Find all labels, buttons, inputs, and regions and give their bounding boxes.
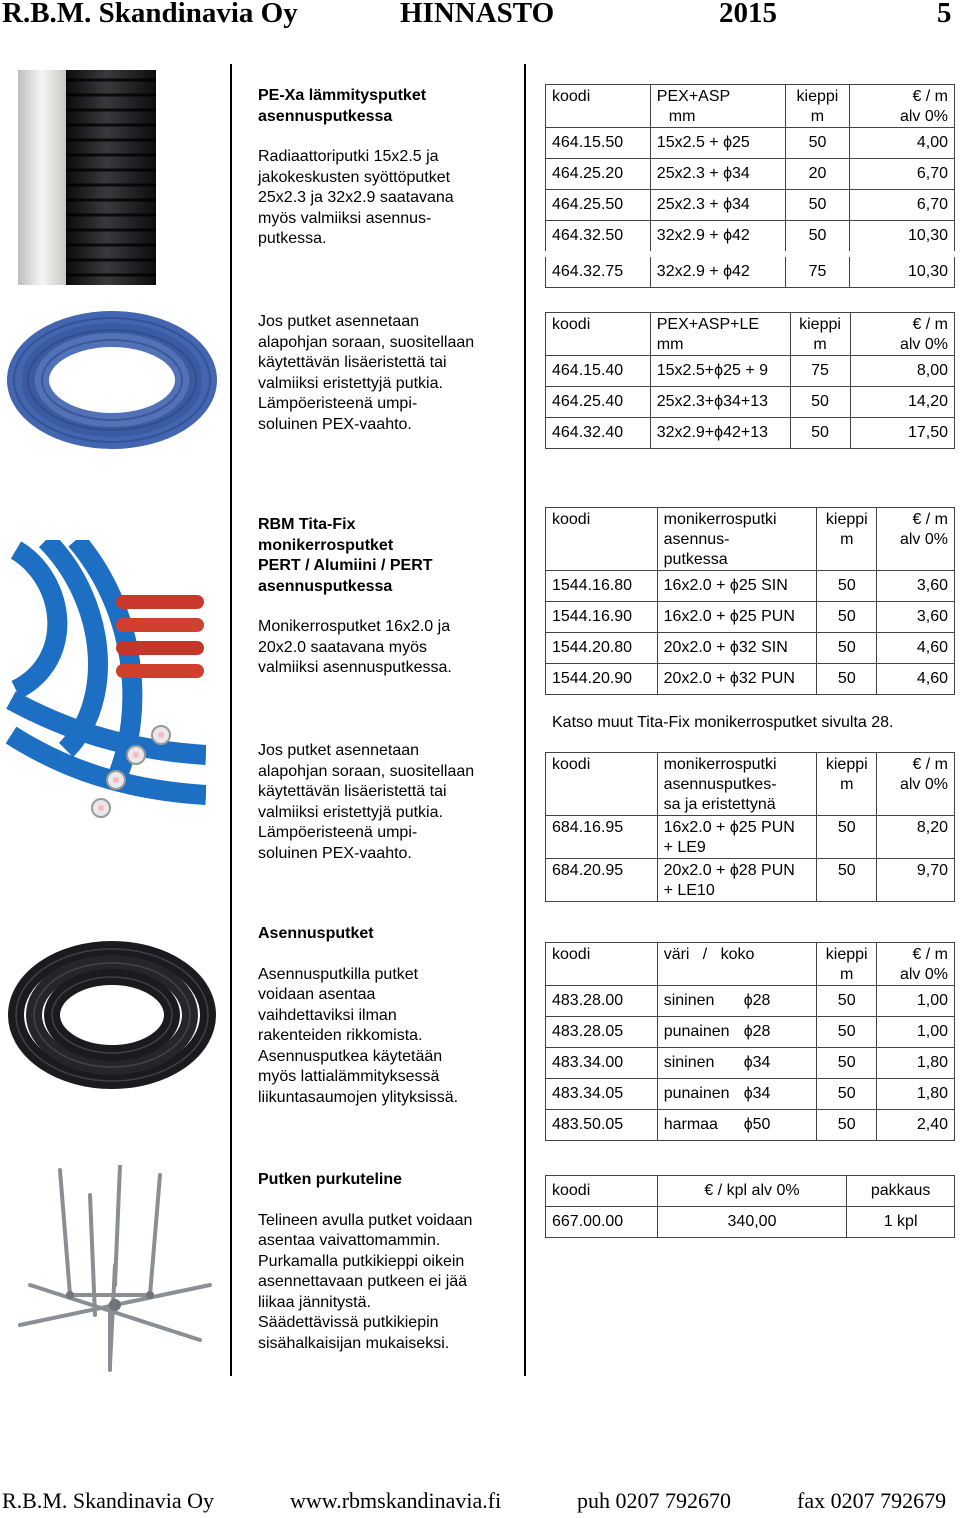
section5-desc-line: Asennusputkilla putket: [258, 965, 419, 983]
price-table-reel-stand: [545, 1175, 955, 1238]
col-header-code: koodi: [546, 753, 658, 816]
table-row: 464.15.40 15x2.5+ϕ25 + 9 75 8,00: [546, 356, 955, 387]
section3-desc-line: 20x2.0 saatavana myös: [258, 638, 427, 656]
section5-desc-line: myös lattialämmityksessä: [258, 1068, 440, 1085]
footer-company: R.B.M. Skandinavia Oy: [2, 1488, 215, 1513]
header-page-number: 5: [937, 0, 952, 29]
table-row: 684.20.95 20x2.0 + ϕ28 PUN + LE10 50 9,70: [546, 859, 955, 902]
section5-desc-line: vaihdettaviksi ilman: [258, 1006, 397, 1024]
col-header-product: monikerrosputki asennusputkes- sa ja eristettynä: [657, 753, 817, 816]
table-row: 483.50.05 harmaa ϕ50 50 2,40: [546, 1110, 955, 1141]
col-header-coil: kieppi m: [790, 313, 850, 356]
col-header-coil: kieppi m: [785, 85, 850, 128]
section4-desc-line: alapohjan soraan, suositellaan: [258, 762, 475, 780]
table-row: 464.15.50 15x2.5 + ϕ25 50 4,00: [546, 128, 955, 159]
col-header-product: PEX+ASP mm: [650, 85, 785, 128]
white-pipe-image: [6, 70, 206, 305]
header-company: R.B.M. Skandinavia Oy: [2, 0, 298, 29]
table-row: 1544.20.80 20x2.0 + ϕ32 SIN 50 4,60: [546, 633, 955, 664]
col-header-price: € / m alv 0%: [877, 508, 955, 571]
col-header-price: € / m alv 0%: [877, 753, 955, 816]
section2-desc-line: valmiiksi eristettyjä putkia.: [258, 374, 443, 392]
section5-description: [258, 924, 520, 1108]
section6-desc-line: liikaa jännitystä.: [258, 1293, 371, 1311]
price-table-conduit: [545, 942, 955, 1141]
price-table-pex-asp-le: [545, 312, 955, 449]
col-header-price: € / m alv 0%: [877, 943, 955, 986]
table-row: 464.25.50 25x2.3 + ϕ34 50 6,70: [546, 190, 955, 221]
table-row: 464.25.20 25x2.3 + ϕ34 20 6,70: [546, 159, 955, 190]
section6-desc-line: Säädettävissä putkikiepin: [258, 1314, 439, 1331]
col-header-price: € / m alv 0%: [850, 85, 955, 128]
table-row: 684.16.95 16x2.0 + ϕ25 PUN + LE9 50 8,20: [546, 816, 955, 859]
section1-title-1: PE-Xa lämmitysputket: [258, 87, 427, 104]
section2-desc-line: Jos putket asennetaan: [258, 313, 420, 330]
section3-title-line: PERT / Alumiini / PERT: [258, 557, 433, 574]
col-header-product: monikerrosputki asennus- putkessa: [657, 508, 817, 571]
section6-desc-line: Purkamalla putkikieppi oikein: [258, 1252, 465, 1270]
table-row: 1544.16.80 16x2.0 + ϕ25 SIN 50 3,60: [546, 571, 955, 602]
table-header-row: [546, 85, 955, 128]
col-header-price: € / m alv 0%: [850, 313, 955, 356]
table-header-row: [546, 1176, 955, 1207]
section1-description: [258, 86, 520, 250]
col-header-code: koodi: [546, 85, 651, 128]
section2-desc-line: käytettävän lisäeristettä tai: [258, 354, 447, 371]
section2-desc-line: alapohjan soraan, suositellaan: [258, 333, 475, 351]
section4-desc-line: Lämpöeristeenä umpi-: [258, 824, 418, 841]
section3-title-line: asennusputkessa: [258, 577, 393, 595]
section3-description: [258, 515, 520, 679]
col-header-product: väri / koko: [657, 943, 817, 986]
section2-desc-line: soluinen PEX-vaahto.: [258, 415, 412, 433]
section1-desc-line: Radiaattoriputki 15x2.5 ja: [258, 148, 439, 165]
section6-desc-line: Telineen avulla putket voidaan: [258, 1211, 473, 1229]
section6-description: [258, 1170, 520, 1354]
section6-desc-line: sisähalkaisijan mukaiseksi.: [258, 1334, 450, 1352]
table-header-row: [546, 943, 955, 986]
section3-title-line: monikerrosputket: [258, 536, 394, 554]
page-header: [0, 0, 960, 30]
table-row: 1544.20.90 20x2.0 + ϕ32 PUN 50 4,60: [546, 664, 955, 695]
section4-desc-line: valmiiksi eristettyjä putkia.: [258, 803, 443, 821]
table-header-row: [546, 753, 955, 816]
tita-fix-note: Katso muut Tita-Fix monikerrosputket sivulta 28.: [552, 714, 894, 731]
price-table-pex-asp: [545, 84, 955, 288]
section1-title-2: asennusputkessa: [258, 107, 393, 125]
section5-desc-line: Asennusputkea käytetään: [258, 1047, 443, 1065]
table-row: 464.32.50 32x2.9 + ϕ42 50 10,30: [546, 221, 955, 255]
section1-desc-line: putkessa.: [258, 230, 327, 247]
divider-right: [524, 64, 526, 1376]
section3-desc-line: valmiiksi asennusputkessa.: [258, 659, 452, 676]
section3-title-line: RBM Tita-Fix: [258, 516, 356, 533]
col-header-coil: kieppi m: [817, 753, 877, 816]
price-table-tita-fix-insulated: [545, 752, 955, 902]
table-row: 464.25.40 25x2.3+ϕ34+13 50 14,20: [546, 387, 955, 418]
section4-desc-line: käytettävän lisäeristettä tai: [258, 783, 447, 800]
section1-desc-line: jakokeskusten syöttöputket: [258, 168, 451, 186]
col-header-price: € / kpl alv 0%: [657, 1176, 846, 1207]
black-conduit-coil-image: [4, 925, 219, 1115]
header-year: 2015: [719, 0, 777, 29]
price-table-tita-fix: [545, 507, 955, 695]
table-row: 464.32.75 32x2.9 + ϕ42 75 10,30: [546, 254, 955, 288]
table-header-row: [546, 508, 955, 571]
section1-desc-line: myös valmiiksi asennus-: [258, 209, 432, 227]
section5-title: Asennusputket: [258, 925, 374, 942]
section4-desc-line: soluinen PEX-vaahto.: [258, 844, 412, 862]
table-row: 464.32.40 32x2.9+ϕ42+13 50 17,50: [546, 418, 955, 449]
table-row: 667.00.00 340,00 1 kpl: [546, 1207, 955, 1238]
col-header-coil: kieppi m: [817, 508, 877, 571]
section5-desc-line: rakenteiden rikkomista.: [258, 1027, 423, 1044]
table-row: 483.28.05 punainen ϕ28 50 1,00: [546, 1017, 955, 1048]
section6-desc-line: asennettavaan putkeen ei jää: [258, 1273, 468, 1290]
page-footer: [0, 1488, 960, 1518]
section4-description: [258, 741, 520, 864]
section6-title: Putken purkuteline: [258, 1171, 403, 1188]
table-header-row: [546, 313, 955, 356]
col-header-product: PEX+ASP+LE mm: [650, 313, 790, 356]
section5-desc-line: voidaan asentaa: [258, 986, 376, 1003]
section3-desc-line: Monikerrosputket 16x2.0 ja: [258, 618, 451, 635]
footer-fax: fax 0207 792679: [797, 1488, 947, 1513]
section2-desc-line: Lämpöeristeenä umpi-: [258, 395, 418, 412]
col-header-coil: kieppi m: [817, 943, 877, 986]
col-header-code: koodi: [546, 943, 658, 986]
section5-desc-line: liikuntasaumojen ylityksissä.: [258, 1088, 459, 1106]
table-row: 483.34.00 sininen ϕ34 50 1,80: [546, 1048, 955, 1079]
section1-desc-line: 25x2.3 ja 32x2.9 saatavana: [258, 189, 454, 206]
divider-left: [230, 64, 232, 1376]
section6-desc-line: asentaa vaivattomammin.: [258, 1232, 441, 1249]
section4-desc-line: Jos putket asennetaan: [258, 742, 420, 759]
pipe-reel-stand-image: [10, 1165, 220, 1385]
section2-description: [258, 312, 520, 435]
header-title: HINNASTO: [400, 0, 555, 29]
footer-website: www.rbmskandinavia.fi: [290, 1488, 502, 1513]
table-row: 1544.16.90 16x2.0 + ϕ25 PUN 50 3,60: [546, 602, 955, 633]
table-row: 483.28.00 sininen ϕ28 50 1,00: [546, 986, 955, 1017]
col-header-code: koodi: [546, 313, 651, 356]
blue-insulated-coil-image: [4, 300, 219, 465]
col-header-code: koodi: [546, 508, 658, 571]
table-row: 483.34.05 punainen ϕ34 50 1,80: [546, 1079, 955, 1110]
col-header-code: koodi: [546, 1176, 658, 1207]
col-header-pack: pakkaus: [847, 1176, 955, 1207]
tita-fix-pipes-image: [6, 540, 206, 827]
footer-phone: puh 0207 792670: [577, 1488, 731, 1513]
